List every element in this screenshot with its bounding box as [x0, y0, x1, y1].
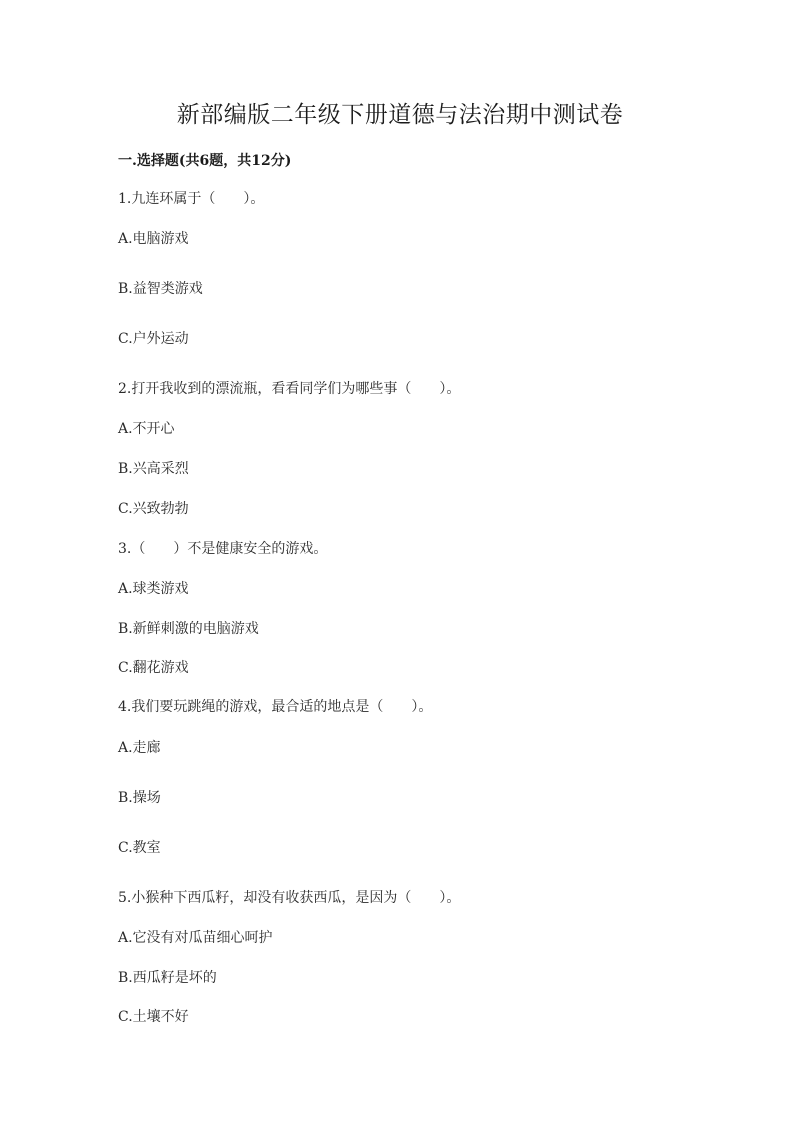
option-a: A.不开心 [118, 421, 175, 437]
page-title: 新部编版二年级下册道德与法治期中测试卷 [176, 102, 624, 128]
question-stem: 3.（ ）不是健康安全的游戏。 [118, 541, 328, 557]
option-a: A.电脑游戏 [118, 231, 189, 247]
section-heading: 一.选择题(共6题，共12分) [118, 153, 292, 169]
question-stem: 1.九连环属于（ ）。 [118, 191, 265, 207]
option-a: A.球类游戏 [118, 581, 189, 597]
option-c: C.户外运动 [118, 331, 189, 347]
option-b: B.新鲜刺激的电脑游戏 [118, 621, 259, 637]
option-c: C.教室 [118, 840, 161, 856]
option-b: B.西瓜籽是坏的 [118, 970, 217, 986]
question-stem: 4.我们要玩跳绳的游戏，最合适的地点是（ ）。 [118, 699, 433, 715]
question-stem: 5.小猴种下西瓜籽，却没有收获西瓜，是因为（ ）。 [118, 890, 461, 906]
option-a: A.它没有对瓜苗细心呵护 [118, 930, 273, 946]
option-b: B.操场 [118, 790, 161, 806]
option-b: B.兴高采烈 [118, 461, 189, 477]
option-b: B.益智类游戏 [118, 281, 203, 297]
question-stem: 2.打开我收到的漂流瓶，看看同学们为哪些事（ ）。 [118, 381, 461, 397]
option-c: C.土壤不好 [118, 1009, 189, 1025]
option-c: C.兴致勃勃 [118, 501, 189, 517]
option-c: C.翻花游戏 [118, 660, 189, 676]
option-a: A.走廊 [118, 740, 161, 756]
